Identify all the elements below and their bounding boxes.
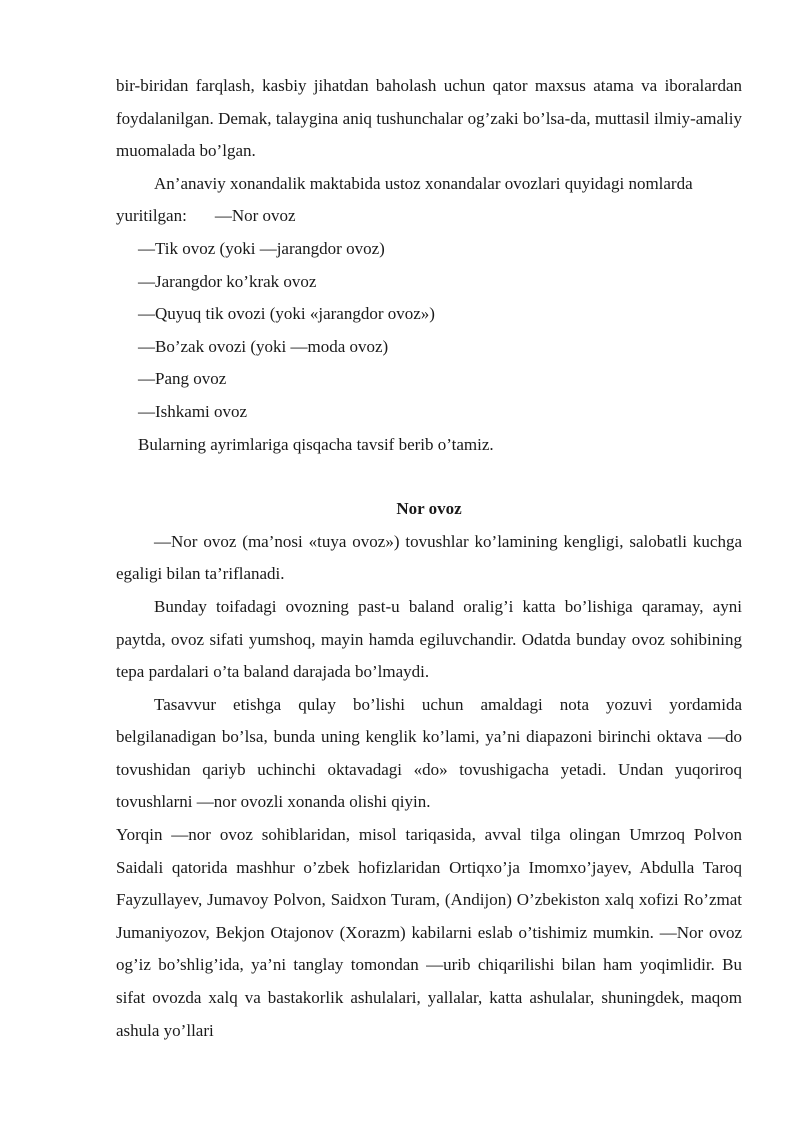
voice-list-item: —Bo’zak ovozi (yoki —moda ovoz) bbox=[138, 336, 389, 356]
list-conclusion: Bularning ayrimlariga qisqacha tavsif berib o’tamiz. bbox=[138, 434, 494, 454]
voice-list-item: —Quyuq tik ovozi (yoki «jarangdor ovoz») bbox=[138, 304, 435, 324]
section-paragraph: —Nor ovoz (ma’nosi «tuya ovoz») tovushlar ko’lamining kengligi, salobatli kuchga egaligi bilan ta’riflanadi. bbox=[116, 531, 742, 584]
voice-list-item: —Jarangdor ko’krak ovoz bbox=[138, 271, 317, 291]
section-paragraph: Tasavvur etishga qulay bo’lishi uchun amaldagi nota yozuvi yordamida belgilanadigan bo’lsa, bunda uning kenglik ko’lami, ya’ni diapazoni birinchi oktava —do tovushidan qariyb uchinchi oktavadagi «do» tovushigacha yetadi. Undan yuqoriroq tovushlarni —nor ovozli xonanda olishi qiyin. bbox=[116, 694, 742, 812]
document-page bbox=[116, 70, 742, 1047]
section-paragraph: Bunday toifadagi ovozning past-u baland oralig’i katta bo’lishiga qaramay, ayni paytda, ovoz sifati yumshoq, mayin hamda egiluvchandir. Odatda bunday ovoz sohibining tepa pardalari o’ta baland darajada bo’lmaydi. bbox=[116, 596, 742, 682]
names-intro-label: yuritilgan: bbox=[116, 206, 187, 226]
voice-list-item: —Ishkami ovoz bbox=[138, 401, 248, 421]
voice-list-item: —Nor ovoz bbox=[214, 206, 296, 226]
names-intro-line-2 bbox=[116, 200, 742, 233]
section-spacer bbox=[116, 461, 742, 493]
section-heading: Nor ovoz bbox=[396, 499, 462, 519]
voice-list-item: —Tik ovoz (yoki —jarangdor ovoz) bbox=[138, 238, 385, 258]
voice-list-item: —Pang ovoz bbox=[138, 369, 227, 389]
names-intro-line: An’anaviy xonandalik maktabida ustoz xonandalar ovozlari quyidagi nomlarda bbox=[154, 173, 693, 193]
intro-paragraph: bir-biridan farqlash, kasbiy jihatdan baholash uchun qator maxsus atama va iboralardan foydalanilgan. Demak, talaygina aniq tushunchalar og’zaki bo’lsa-da, muttasil ilmiy-amaliy muomalada bo’lgan. bbox=[116, 76, 742, 161]
final-paragraph: Yorqin —nor ovoz sohiblaridan, misol tariqasida, avval tilga olingan Umrzoq Polvon Saidali qatorida mashhur o’zbek hofizlaridan Ortiqxo’ja Imomxo’jayev, Abdulla Taroq Fayzullayev, Jumavoy Polvon, Saidxon Turam, (Andijon) O’zbekiston xalq xofizi Ro’zmat Jumaniyozov, Bekjon Otajonov (Xorazm) kabilarni eslab o’tishimiz mumkin. —Nor ovoz og’iz bo’shlig’ida, ya’ni tanglay tomondan —urib chiqarilishi bilan ham yoqimlidir. Bu sifat ovozda xalq va bastakorlik ashulalari, yallalar, katta ashulalar, shuningdek, maqom ashula yo’llari bbox=[116, 825, 742, 1040]
